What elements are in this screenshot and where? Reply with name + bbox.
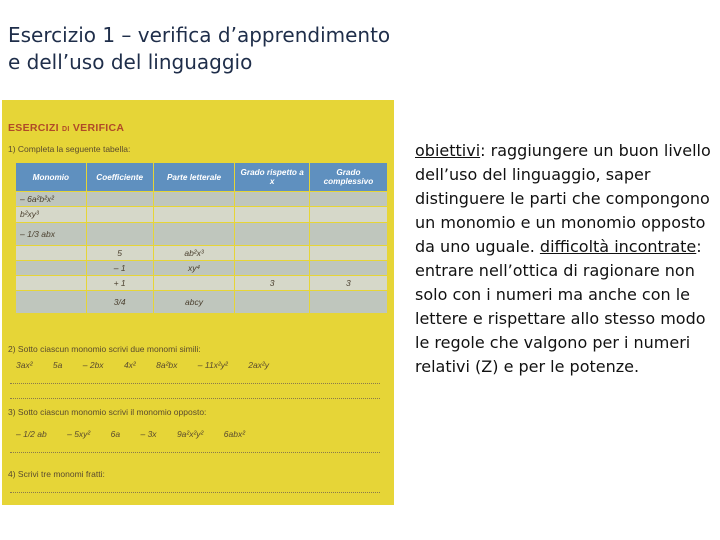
- table-cell: [235, 260, 309, 275]
- table-row: [16, 260, 388, 275]
- table-cell: 5: [86, 245, 153, 260]
- table-cell: [153, 276, 235, 291]
- table-row: [16, 222, 388, 245]
- column-header: Coefficiente: [86, 163, 153, 192]
- column-header: Parte letterale: [153, 163, 235, 192]
- table-cell: [86, 207, 153, 222]
- answer-line: [10, 398, 380, 399]
- slide-title: Esercizio 1 – verifica d’apprendimento e dell’uso del linguaggio: [8, 23, 391, 74]
- answer-line: [10, 492, 380, 493]
- objectives-text: : raggiungere un buon livello dell’uso del linguaggio, saper distinguere le parti che compongono un monomio e un monomio opposto da uno uguale.: [415, 141, 711, 256]
- table-cell: [309, 245, 387, 260]
- table-cell: [153, 192, 235, 207]
- objectives-label: obiettivi: [415, 141, 481, 160]
- table-cell: [235, 192, 309, 207]
- table-cell: [16, 276, 87, 291]
- table-cell: b²xy³: [16, 207, 87, 222]
- exercise-2-terms: 3ax² 5a – 2bx 4x² 8a²bx – 11x²y² 2ax²y: [16, 360, 270, 370]
- table-cell: [235, 245, 309, 260]
- difficulties-label: difficoltà incontrate: [539, 237, 697, 256]
- column-header: Grado rispetto a x: [235, 163, 309, 192]
- table-row: [16, 291, 388, 314]
- table-cell: – 1: [86, 260, 153, 275]
- table-cell: [16, 245, 87, 260]
- table-cell: abcy: [153, 291, 235, 314]
- table-cell: [86, 222, 153, 245]
- table-cell: 3: [235, 276, 309, 291]
- table-cell: [153, 207, 235, 222]
- table-cell: [16, 291, 87, 314]
- exercise-scan-image: [2, 100, 394, 505]
- table-row: [16, 245, 388, 260]
- table-cell: [235, 222, 309, 245]
- table-cell: [153, 222, 235, 245]
- table-header-row: [16, 163, 388, 192]
- table-cell: ab²x³: [153, 245, 235, 260]
- table-cell: – 1/3 abx: [16, 222, 87, 245]
- scan-header: ESERCIZI DI VERIFICA: [8, 122, 125, 134]
- exercise-3-terms: – 1/2 ab – 5xy² 6a – 3x 9a²x²y² 6abx²: [16, 429, 246, 439]
- table-cell: [235, 291, 309, 314]
- table-cell: [309, 291, 387, 314]
- column-header: Grado complessivo: [309, 163, 387, 192]
- table-cell: 3/4: [86, 291, 153, 314]
- table-cell: [235, 207, 309, 222]
- table-row: [16, 207, 388, 222]
- table-cell: xy⁴: [153, 260, 235, 275]
- table-row: [16, 276, 388, 291]
- exercise-4-prompt: 4) Scrivi tre monomi fratti:: [8, 469, 105, 479]
- exercise-3-prompt: 3) Sotto ciascun monomio scrivi il monomio opposto:: [8, 407, 207, 417]
- table-cell: [86, 192, 153, 207]
- exercise-1-prompt: 1) Completa la seguente tabella:: [8, 144, 131, 154]
- answer-line: [10, 452, 380, 453]
- answer-line: [10, 383, 380, 384]
- table-cell: [309, 222, 387, 245]
- table-cell: [309, 260, 387, 275]
- table-cell: 3: [309, 276, 387, 291]
- table-cell: [309, 192, 387, 207]
- difficulties-text: : entrare nell’ottica di ragionare non solo con i numeri ma anche con le lettere e rispettare allo stesso modo le regole che valgono per i numeri relativi (Z) e per le potenze.: [415, 237, 706, 376]
- table-cell: [309, 207, 387, 222]
- table-cell: – 6a²b²x²: [16, 192, 87, 207]
- table-cell: + 1: [86, 276, 153, 291]
- description-text: [415, 139, 715, 379]
- table-cell: [16, 260, 87, 275]
- exercise-2-prompt: 2) Sotto ciascun monomio scrivi due monomi simili:: [8, 344, 201, 354]
- monomial-table: [15, 162, 388, 314]
- column-header: Monomio: [16, 163, 87, 192]
- table-row: [16, 192, 388, 207]
